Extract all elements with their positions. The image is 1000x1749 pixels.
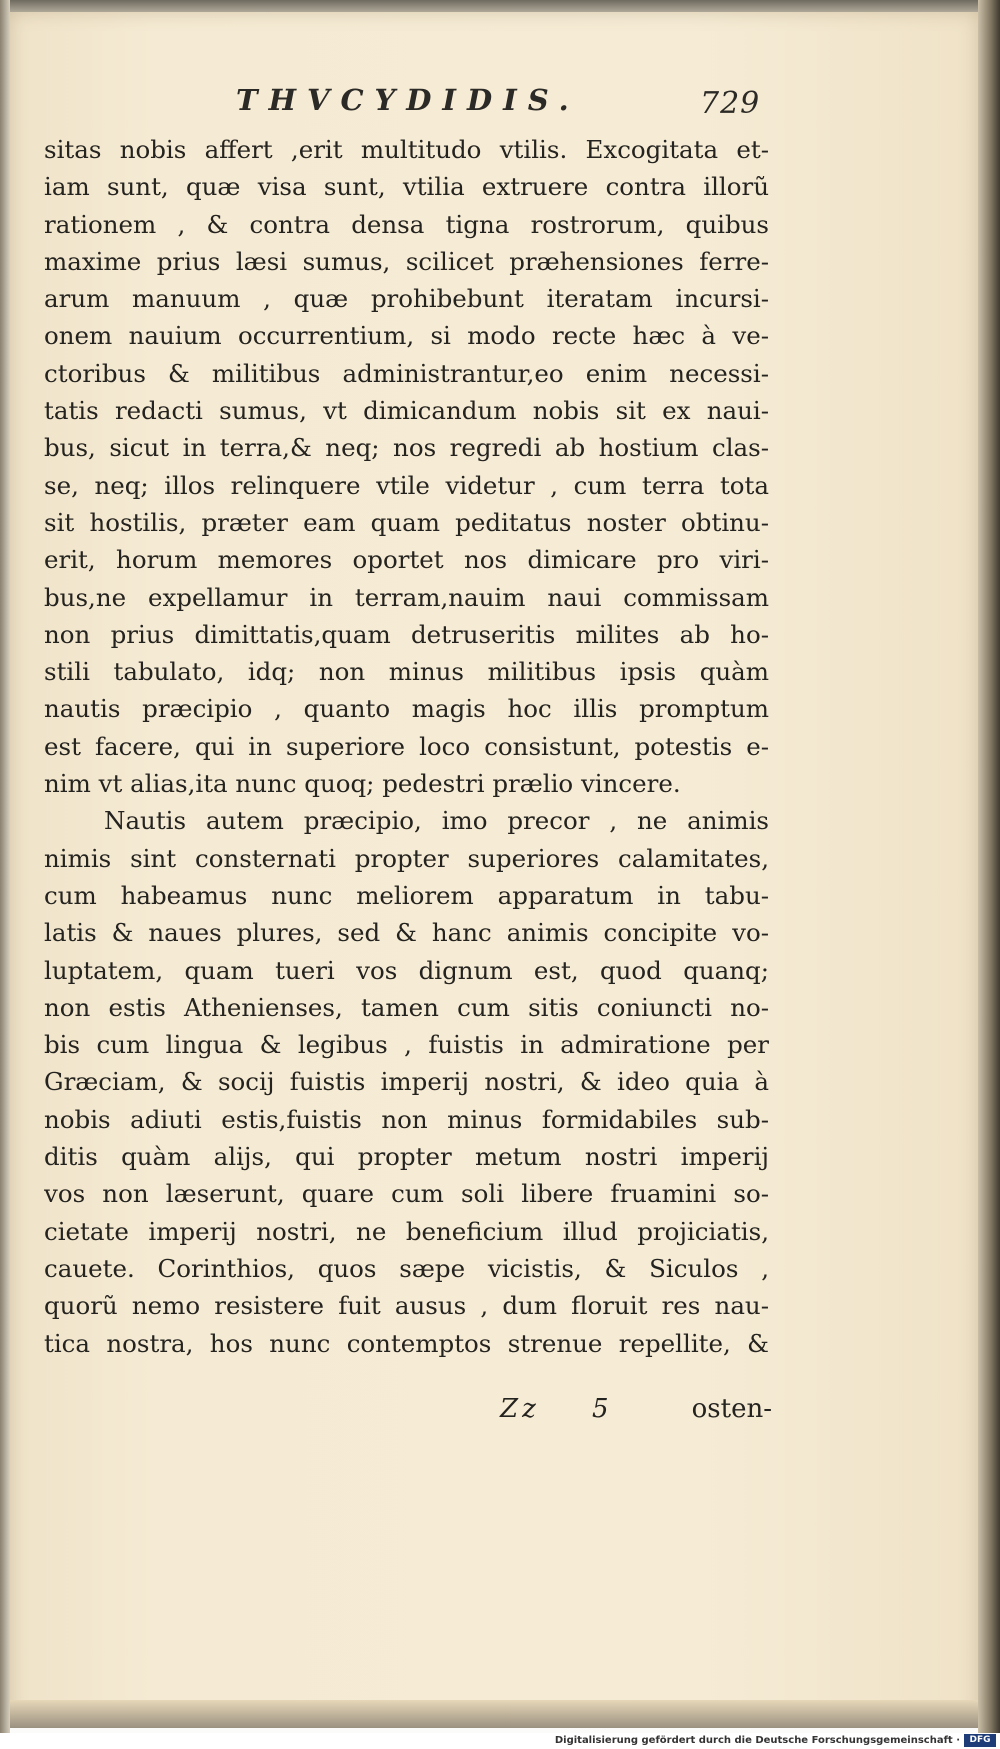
text-line: arum manuum , quæ prohibebunt iteratam incursi- (44, 284, 769, 314)
signature-mark: Zz (500, 1394, 540, 1424)
body-text (44, 131, 769, 1362)
text-line: est facere, qui in superiore loco consistunt, potestis e- (44, 731, 769, 761)
text-line: sitas nobis affert ,erit multitudo vtilis. Excogitata et- (44, 135, 769, 164)
text-line: rationem , & contra densa tigna rostrorum, quibus (44, 209, 769, 239)
text-line: nautis præcipio , quanto magis hoc illis promptum (44, 694, 769, 724)
text-line: non estis Athenienses, tamen cum sitis coniuncti no- (44, 992, 769, 1022)
text-line: cietate imperij nostri, ne beneficium illud projiciatis, (44, 1216, 769, 1246)
text-line: bis cum lingua & legibus , fuistis in admiratione per (44, 1030, 769, 1060)
page-number: 729 (700, 86, 761, 121)
text-line: stili tabulato, idq; non minus militibus ipsis quàm (44, 657, 769, 687)
book-edge-right (978, 0, 1000, 1745)
text-line: luptatem, quam tueri vos dignum est, quod quanq; (44, 955, 769, 985)
signature-number: 5 (592, 1394, 609, 1424)
book-edge-left (0, 0, 10, 1735)
text-line: ditis quàm alijs, qui propter metum nostri imperij (44, 1142, 769, 1172)
page-bottom-edge (10, 1700, 978, 1728)
text-line: latis & naues plures, sed & hanc animis concipite vo- (44, 918, 769, 948)
footer-credit: Digitalisierung gefördert durch die Deutsche Forschungsgemeinschaft · (554, 1735, 960, 1746)
text-line: tica nostra, hos nunc contemptos strenue repellite, & (44, 1328, 769, 1358)
text-line: tatis redacti sumus, vt dimicandum nobis sit ex naui- (44, 396, 769, 426)
text-line: quorũ nemo resistere fuit ausus , dum floruit res nau- (44, 1291, 769, 1321)
text-line: nim vt alias,ita nunc quoq; pedestri prælio vincere. (44, 769, 681, 799)
dfg-logo: DFG (964, 1734, 996, 1747)
text-line: erit, horum memores oportet nos dimicare pro viri- (44, 545, 769, 575)
paragraph-start-line: Nautis autem præcipio, imo precor , ne animis (104, 806, 769, 836)
text-line: sit hostilis, præter eam quam peditatus noster obtinu- (44, 507, 769, 537)
running-head: THVCYDIDIS. (236, 83, 580, 117)
catchline (500, 1394, 772, 1430)
text-line: ctoribus & militibus administrantur,eo enim necessi- (44, 358, 769, 388)
text-line: Græciam, & socij fuistis imperij nostri, & ideo quia à (44, 1067, 769, 1097)
text-line: se, neq; illos relinquere vtile videtur , cum terra tota (44, 470, 769, 500)
text-line: iam sunt, quæ visa sunt, vtilia extruere contra illorũ (44, 172, 769, 202)
text-line: vos non læserunt, quare cum soli libere fruamini so- (44, 1179, 769, 1209)
text-line: bus,ne expellamur in terram,nauim naui commissam (44, 582, 769, 612)
text-line: non prius dimittatis,quam detruseritis milites ab ho- (44, 619, 769, 649)
text-line: bus, sicut in terra,& neq; nos regredi ab hostium clas- (44, 433, 769, 463)
text-line: onem nauium occurrentium, si modo recte hæc à ve- (44, 321, 769, 351)
text-line: maxime prius læsi sumus, scilicet præhensiones ferre- (44, 246, 769, 276)
text-line: nimis sint consternati propter superiores calamitates, (44, 843, 769, 873)
catchword: osten- (691, 1394, 772, 1424)
text-line: cauete. Corinthios, quos sæpe vicistis, & Siculos , (44, 1253, 769, 1283)
text-line: cum habeamus nunc meliorem apparatum in tabu- (44, 880, 769, 910)
text-line: nobis adiuti estis,fuistis non minus formidabiles sub- (44, 1104, 769, 1134)
